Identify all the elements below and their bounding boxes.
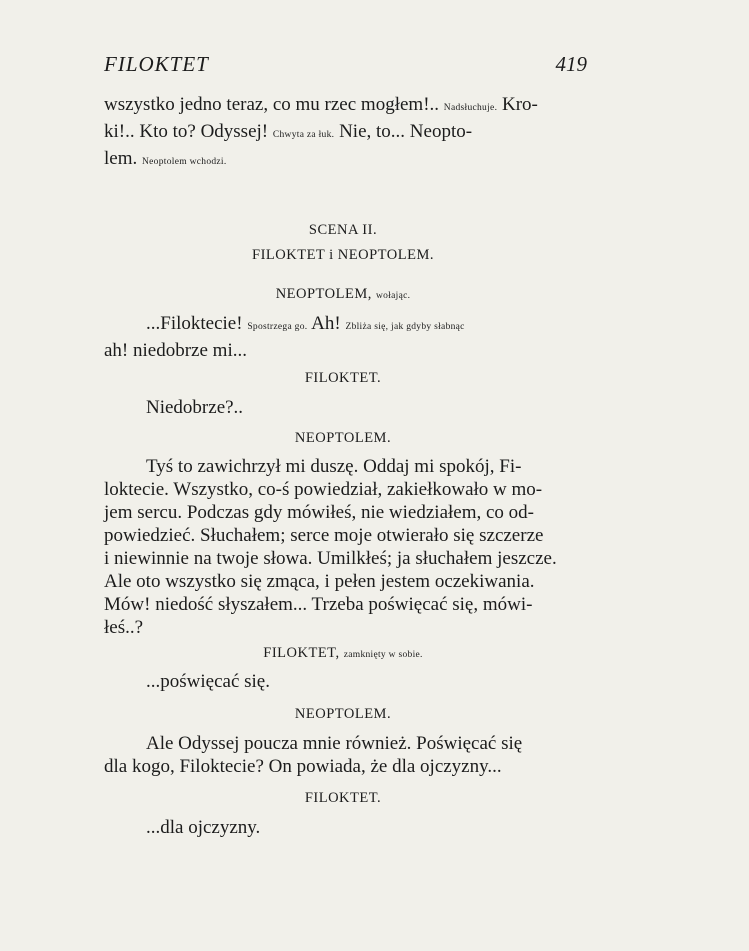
speaker-heading: FILOKTET. — [304, 790, 382, 806]
text-line: łeś..? — [104, 617, 144, 638]
text-line: Ale oto wszystko się zmąca, i pełen jestem oczekiwania. — [104, 571, 535, 592]
stage-direction: Zbliża się, jak gdyby słabnąc — [345, 322, 465, 332]
text-line: jem sercu. Podczas gdy mówiłeś, nie wiedziałem, co od- — [104, 502, 535, 523]
stage-direction: Spostrzega go. — [247, 322, 308, 332]
speaker-heading: NEOPTOLEM. — [294, 430, 392, 446]
speech-neoptolem-2 — [104, 455, 582, 639]
text-line: powiedzieć. Słuchałem; serce moje otwierało się szczerze — [104, 525, 544, 546]
speaker-heading — [104, 645, 582, 662]
speaker-heading: NEOPTOLEM. — [294, 706, 392, 722]
speech-neoptolem-1 — [104, 312, 582, 362]
text-line — [104, 120, 582, 147]
dialogue-text: Nie, to... Neopto- — [339, 121, 473, 142]
stage-direction: Nadsłuchuje. — [443, 103, 498, 113]
scene-number: SCENA II. — [308, 222, 378, 238]
speech-filoktet-3: ...dla ojczyzny. — [146, 817, 261, 838]
speaker-name: NEOPTOLEM, — [275, 286, 372, 302]
stage-direction: zamknięty w sobie. — [343, 650, 423, 660]
stage-direction: Chwyta za łuk. — [272, 130, 335, 140]
text-line: loktecie. Wszystko, co-ś powiedział, zakiełkowało w mo- — [104, 479, 543, 500]
speaker-name: FILOKTET, — [263, 645, 340, 661]
text-line: Ale Odyssej poucza mnie również. Poświęcać się — [146, 733, 523, 754]
text-line — [104, 93, 582, 120]
text-line: ah! niedobrze mi... — [104, 340, 247, 361]
text-line: Tyś to zawichrzył mi duszę. Oddaj mi spokój, Fi- — [146, 456, 522, 477]
dialogue-text: ki!.. Kto to? Odyssej! — [104, 121, 269, 142]
stage-direction: wołając. — [375, 291, 411, 301]
dialogue-text: wszystko jedno teraz, co mu rzec mogłem!.. — [104, 94, 440, 115]
dialogue-text: lem. — [104, 148, 138, 169]
speech-filoktet-2: ...poświęcać się. — [146, 671, 270, 692]
text-line — [104, 147, 582, 174]
speaker-heading — [104, 286, 582, 303]
scene-cast: FILOKTET i NEOPTOLEM. — [252, 247, 434, 263]
text-line: dla kogo, Filoktecie? On powiada, że dla ojczyzny... — [104, 756, 502, 777]
page-number: 419 — [555, 52, 587, 76]
text-line: Mów! niedość słyszałem... Trzeba poświęcać się, mówi- — [104, 594, 533, 615]
stage-direction: Neoptolem wchodzi. — [142, 157, 227, 167]
text-line: i niewinnie na twoje słowa. Umilkłeś; ja słuchałem jeszcze. — [104, 548, 557, 569]
speech-filoktet-1: Niedobrze?.. — [146, 397, 244, 418]
dialogue-text: Ah! — [311, 313, 341, 334]
speaker-heading: FILOKTET. — [304, 370, 382, 386]
opening-paragraph — [104, 93, 582, 174]
speech-neoptolem-3 — [104, 732, 582, 778]
running-title: FILOKTET — [104, 52, 209, 76]
dialogue-text: Kro- — [502, 94, 538, 115]
text-line — [104, 312, 582, 339]
dialogue-text: ...Filoktecie! — [146, 313, 243, 334]
